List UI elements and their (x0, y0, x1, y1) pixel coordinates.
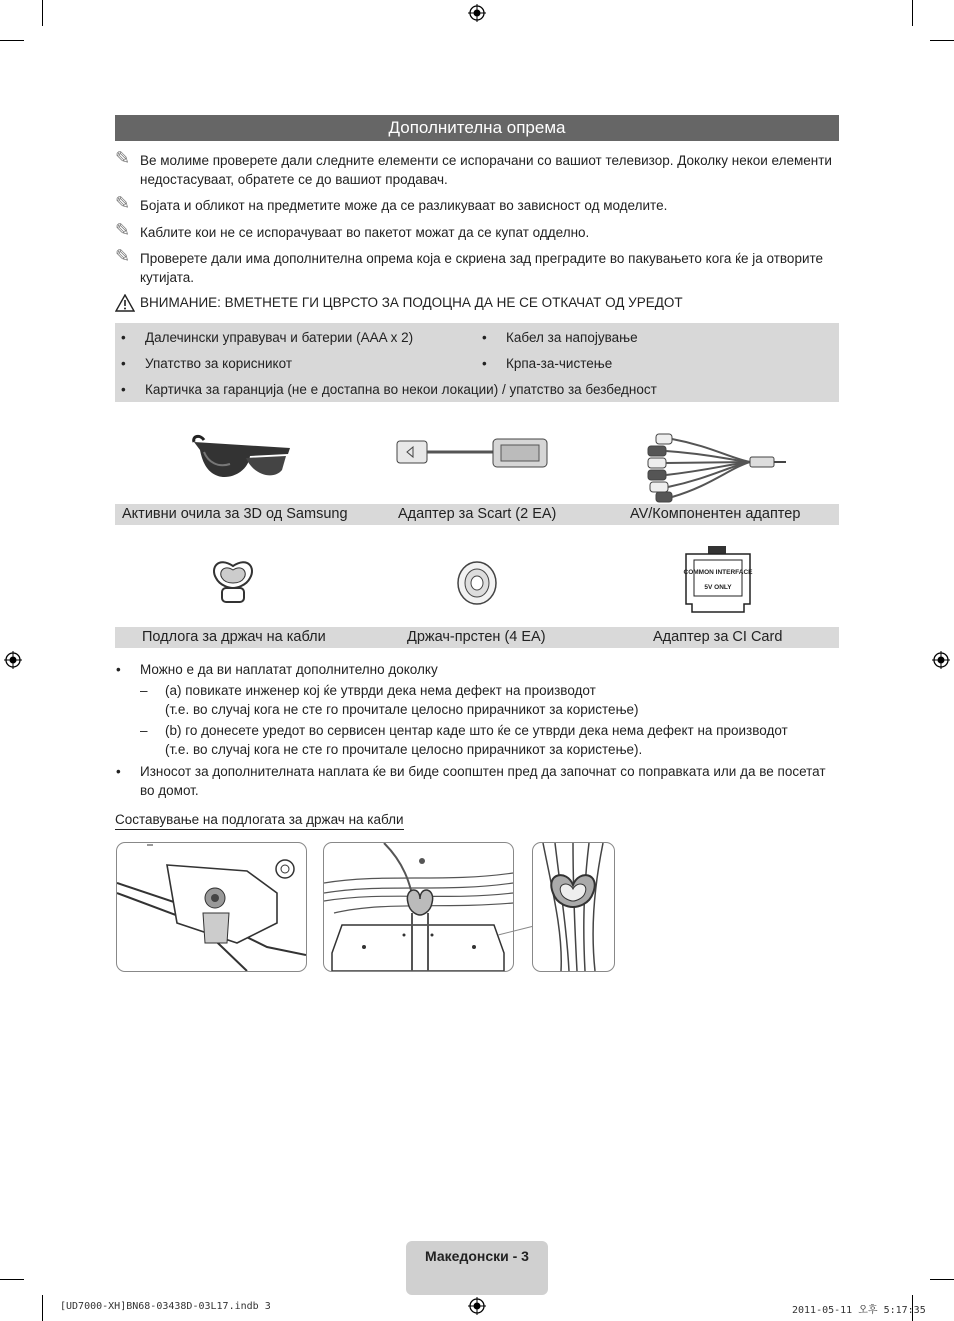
caption-scart-adapter: Адаптер за Scart (2 EA) (398, 506, 557, 522)
charges-case-a: (a) повикате инженер кој ќе утврди дека нема дефект на производот (165, 683, 596, 698)
ci-card-adapter-image (680, 546, 756, 616)
note-text: Проверете дали има дополнителна опрема која е скриена зад преградите во пакувањето кога ќе ја отворите кутијата. (140, 251, 824, 285)
warning (115, 294, 835, 312)
registration-mark-icon (468, 4, 486, 22)
caption-av-adapter: AV/Компонентен адаптер (630, 506, 801, 522)
language-page-tab (406, 1241, 548, 1295)
section-title: Дополнителна опрема (115, 115, 839, 141)
pencil-note-icon: ✎ (115, 220, 131, 240)
warning-text: ВНИМАНИЕ: ВМЕТНЕТЕ ГИ ЦВРСТО ЗА ПОДОЦНА ДА НЕ СЕ ОТКАЧАТ ОД УРЕДОТ (140, 295, 683, 310)
cable-holder-stand-image (208, 558, 258, 606)
holder-ring-image (456, 560, 498, 606)
scart-adapter-image (393, 435, 553, 473)
registration-mark-icon (4, 651, 22, 669)
crop-mark (42, 1295, 43, 1321)
footer-timestamp: 2011-05-11 오후 5:17:35 (792, 1305, 926, 1316)
charges-case-b-note: (т.е. во случај кога не сте го прочитале целосно прирачникот за користење). (165, 742, 643, 757)
caption-cable-holder-stand: Подлога за држач на кабли (142, 629, 326, 645)
bullet-symbol: • (116, 764, 121, 779)
dash-symbol: – (140, 723, 148, 738)
crop-mark (912, 0, 913, 26)
note (115, 193, 835, 215)
crop-mark (930, 40, 954, 41)
pencil-note-icon: ✎ (115, 246, 131, 266)
accessory-caption-row (115, 627, 839, 648)
av-component-adapter-image (640, 428, 790, 504)
charges-case-b: (b) го донесете уредот во сервисен центар каде што ќе се утврди дека нема дефект на производот (165, 723, 788, 738)
note (115, 246, 835, 287)
assembly-step-3-image (532, 842, 615, 972)
charges-amount: Износот за дополнителната наплата ќе ви биде соопштен пред да започнат со поправката или да ве посетат во домот. (140, 764, 826, 798)
supplied-items-box: • Далечински управувач и батерии (AAA x 2) • Кабел за напојување • Упатство за корисникот • Крпа-за-чистење • Картичка за гаранција (не е достапна во некои локации) / упатство за безбедност (115, 323, 839, 402)
note-text: Бојата и обликот на предметите може да се разликуваат во зависност од моделите. (140, 198, 668, 213)
warning-triangle-icon (115, 294, 135, 312)
language-page-label: Македонски - 3 (425, 1248, 529, 1264)
assembly-step-1-image (116, 842, 307, 972)
ci-card-voltage: 5V ONLY (704, 584, 732, 591)
pencil-note-icon: ✎ (115, 193, 131, 213)
note (115, 220, 835, 242)
dash-symbol: – (140, 683, 148, 698)
footer-file-info: [UD7000-XH]BN68-03438D-03L17.indb 3 (60, 1301, 271, 1312)
3d-glasses-image (190, 432, 296, 490)
caption-ci-card-adapter: Адаптер за CI Card (653, 629, 783, 645)
crop-mark (42, 0, 43, 26)
registration-mark-icon (468, 1297, 486, 1315)
note (115, 148, 835, 189)
charges-intro: Можно е да ви наплатат дополнително доколку (140, 662, 438, 677)
note-text: Ве молиме проверете дали следните елементи се испорачани со вашиот телевизор. Доколку некои елементи недостасуваат, обратете се до вашиот продавач. (140, 153, 832, 187)
caption-3d-glasses: Активни очила за 3D од Samsung (122, 506, 348, 522)
charges-case-a-note: (т.е. во случај кога не сте го прочитале целосно прирачникот за користење) (165, 702, 639, 717)
registration-mark-icon (932, 651, 950, 669)
assembly-heading: Составување на подлогата за држач на кабли (115, 812, 404, 830)
crop-mark (0, 1279, 24, 1280)
assembly-step-2-image (323, 842, 514, 972)
crop-mark (930, 1279, 954, 1280)
note-text: Каблите кои не се испорачуваат во пакетот можат да се купат одделно. (140, 225, 590, 240)
bullet-symbol: • (116, 662, 121, 677)
ci-card-label: COMMON INTERFACE (683, 569, 753, 576)
accessory-caption-row (115, 504, 839, 525)
pencil-note-icon: ✎ (115, 148, 131, 168)
crop-mark (0, 40, 24, 41)
caption-holder-ring: Држач-прстен (4 EA) (407, 629, 546, 645)
